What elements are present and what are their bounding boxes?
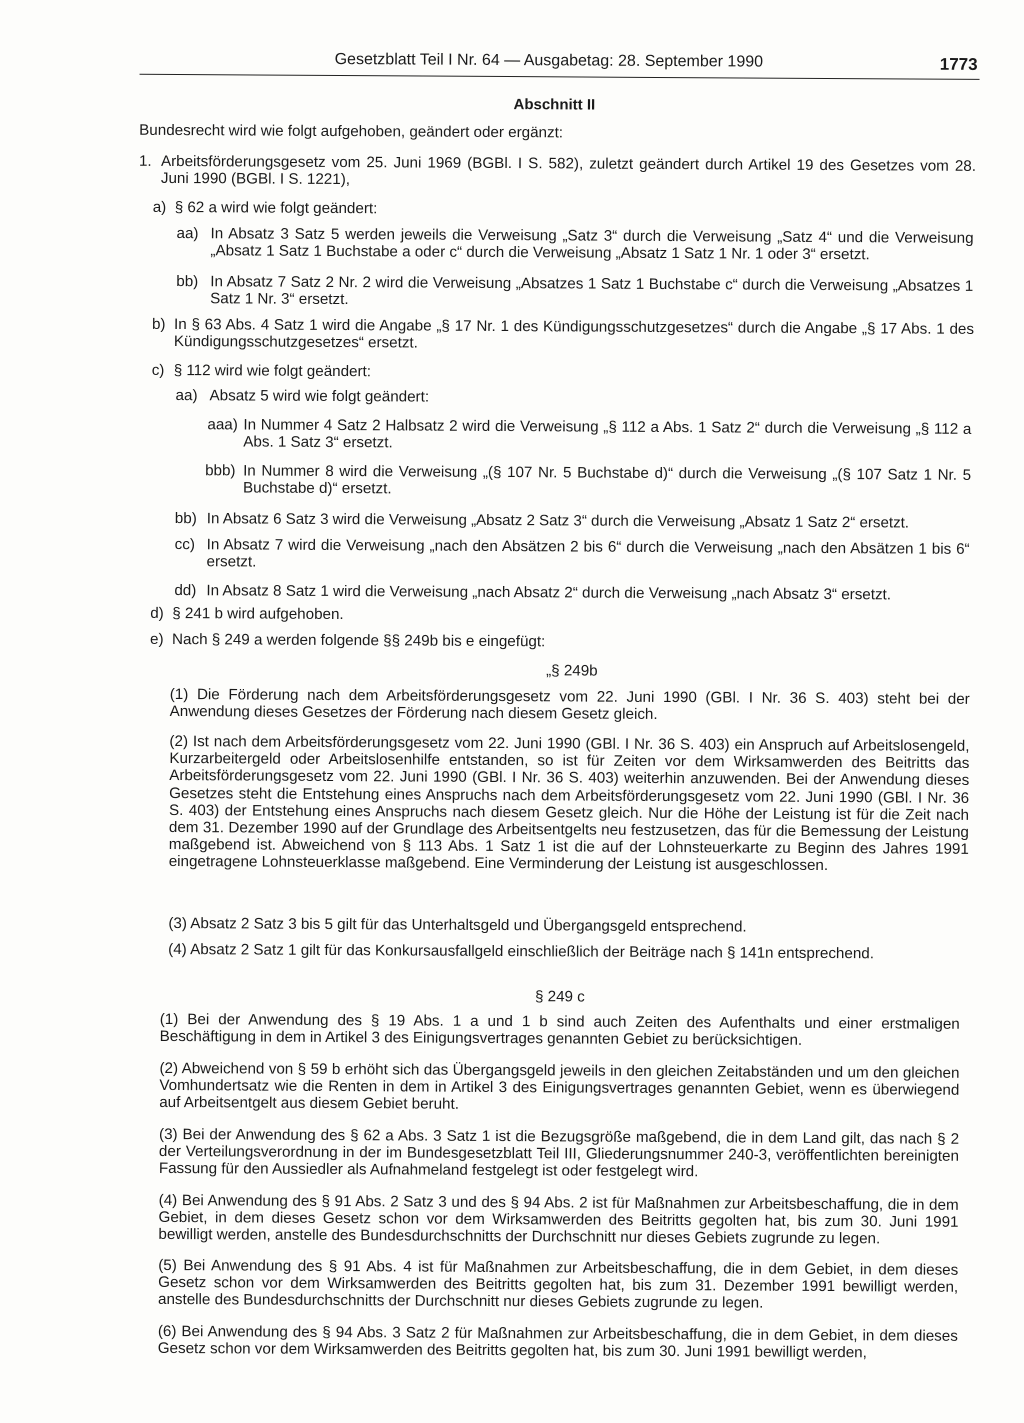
section-249c-paragraph-6: (6) Bei Anwendung des § 94 Abs. 3 Satz 2 für Maßnahmen zur Arbeitsbeschaffung, die in dem Gebiet, in dem dieses Gesetz schon vor dem Wirksamwerden des Beitritts gegolten hat, bis zum 30. Juni 1991 bewilligt werden, xyxy=(157,1322,958,1362)
page-header xyxy=(140,46,980,80)
section-249c-paragraph-1: (1) Bei der Anwendung des § 19 Abs. 1 a und 1 b sind auch Zeiten des Aufenthalts und einer erstmaligen Beschäftigung in dem in Artikel 3 des Einigungsvertrages genannten Gebiet zu berücksichtigen. xyxy=(159,1010,960,1050)
item-c-cc-label: cc) xyxy=(174,536,195,554)
item-d-text: § 241 b wird aufgehoben. xyxy=(172,605,344,624)
item-c-bbb-label: bbb) xyxy=(205,462,236,480)
item-c-aa-label: aa) xyxy=(175,387,198,405)
item-d-label: d) xyxy=(150,604,164,622)
section-249c-paragraph-3: (3) Bei der Anwendung des § 62 a Abs. 3 Satz 1 ist die Bezugsgröße maßgebend, die in dem Land gilt, das nach § 2 der Verteilungsverordnung in der im Bundesgesetzblatt Teil III, Gliederungsnummer 240-3, veröffentlichten bereinigten Fassung für den Aussiedler als Aufnahmeland festgelegt ist oder festgelegt wird. xyxy=(158,1125,960,1181)
item-a-aa-label: aa) xyxy=(176,225,199,243)
item-c-text: § 112 wird wie folgt geändert: xyxy=(173,362,372,381)
section-249b-heading: „§ 249b xyxy=(546,662,598,680)
item-b-text: In § 63 Abs. 4 Satz 1 wird die Angabe „§ 17 Nr. 1 des Kündigungsschutzgesetzes“ durch die Angabe „§ 17 Abs. 1 des Kündigungsschutzgesetzes“ ersetzt. xyxy=(173,316,975,352)
section-heading: Abschnitt II xyxy=(513,96,596,114)
item-a-bb-text: In Absatz 7 Satz 2 Nr. 2 wird die Verweisung „Absatzes 1 Satz 1 Buchstabe c“ durch die Verweisung „Absatzes 1 Satz 1 Nr. 3“ ersetzt. xyxy=(210,273,974,309)
item-c-cc-text: In Absatz 7 wird die Verweisung „nach den Absätzen 2 bis 6“ durch die Verweisung „nach den Absätzen 1 bis 6“ ersetzt. xyxy=(206,536,970,571)
section-249c-paragraph-5: (5) Bei Anwendung des § 91 Abs. 4 ist für Maßnahmen zur Arbeitsbeschaffung, die in dem Gebiet, in dem dieses Gesetz schon vor dem Wirksamwerden des Beitritts gegolten hat, bis zum 31. Dezember 1991 bewilligt werden, anstelle des Bundesdurchschnitts der Durchschnitt nur dieses Gebiets zugrunde zu legen. xyxy=(158,1256,959,1313)
section-249c-heading: § 249 c xyxy=(534,988,585,1006)
item-c-bbb-text: In Nummer 8 wird die Verweisung „(§ 107 Nr. 5 Buchstabe d)“ durch die Verweisung „(§ 107 Satz 1 Nr. 5 Buchstabe d)“ ersetzt. xyxy=(242,462,972,498)
section-249b-paragraph-4: (4) Absatz 2 Satz 1 gilt für das Konkursausfallgeld einschließlich der Beiträge nach § 141n entsprechend. xyxy=(168,940,875,963)
section-249c-paragraph-4: (4) Bei Anwendung des § 91 Abs. 2 Satz 3 und des § 94 Abs. 2 ist für Maßnahmen zur Arbeitsbeschaffung, die in dem Gebiet, in dem dieses Gesetz schon vor dem Wirksamwerden des Beitritts gegolten hat, bis zum 30. Juni 1991 bewilligt werden, anstelle des Bundesdurchschnitts der Durchschnitt nur dieses Gebiets zugrunde zu legen. xyxy=(158,1191,959,1248)
item-a-label: a) xyxy=(152,198,167,216)
item-e-text: Nach § 249 a werden folgende §§ 249b bis e eingefügt: xyxy=(172,631,546,651)
item-c-aa-text: Absatz 5 wird wie folgt geändert: xyxy=(209,387,430,406)
item-e-label: e) xyxy=(150,630,164,648)
section-249b-paragraph-1: (1) Die Förderung nach dem Arbeitsförderungsgesetz vom 22. Juni 1990 (GBl. I Nr. 36 S. 403) steht bei der Anwendung dieses Gesetzes der Förderung nach diesem Gesetz gleich. xyxy=(169,685,970,724)
item-c-aaa-text: In Nummer 4 Satz 2 Halbsatz 2 wird die Verweisung „§ 112 a Abs. 1 Satz 2“ durch die Verweisung „§ 112 a Abs. 1 Satz 3“ ersetzt. xyxy=(243,416,972,452)
item-c-bb-label: bb) xyxy=(174,510,197,528)
item-a-bb-label: bb) xyxy=(176,273,199,291)
item-1-text: Arbeitsförderungsgesetz vom 25. Juni 1969 (BGBl. I S. 582), zuletzt geändert durch Artikel 19 des Gesetzes vom 28. Juni 1990 (BGBl. I S. 1221), xyxy=(160,152,977,189)
page-number: 1773 xyxy=(939,54,978,74)
item-c-bb-text: In Absatz 6 Satz 3 wird die Verweisung „Absatz 2 Satz 3“ durch die Verweisung „Absatz 1 Satz 2“ ersetzt. xyxy=(206,510,910,532)
section-249b-paragraph-2: (2) Ist nach dem Arbeitsförderungsgesetz vom 22. Juni 1990 (GBl. I Nr. 36 S. 403) ein Anspruch auf Arbeitslosengeld, Kurzarbeitergeld oder Arbeitslosenhilfe entstanden, so ist für Zeiten vor dem Wirksamwerden des Beitritts das Arbeitsförderungsgesetz vom 22. Juni 1990 (GBl. I Nr. 36 S. 403) weiterhin anzuwenden. Bei der Anwendung dieses Gesetzes steht die Entstehung eines Anspruchs nach dem Arbeitsförderungsgesetz vom 22. Juni 1990 (GBl. I Nr. 36 S. 403) der Entstehung eines Anspruchs nach diesem Gesetz gleich. Nur die Höhe der Leistung ist für die Zeit nach dem 31. Dezember 1990 auf der Grundlage des Arbeitsentgelts neu festzusetzen, das für die Bemessung der Leistung maßgebend ist. Abweichend von § 113 Abs. 1 Satz 1 ist die auf der Lohnsteuerkarte zu Beginn des Jahres 1991 eingetragene Lohnsteuerklasse maßgebend. Eine Verminderung der Leistung ist ausgeschlossen. xyxy=(168,732,970,875)
item-b-label: b) xyxy=(151,315,166,333)
item-a-aa-text: In Absatz 3 Satz 5 werden jeweils die Verweisung „Satz 3“ durch die Verweisung „Satz 4“ und die Verweisung „Absatz 1 Satz 1 Buchstabe a oder c“ durch die Verweisung „Absatz 1 Satz 1 Nr. 1 oder 3“ ersetzt. xyxy=(210,225,974,264)
item-a-text: § 62 a wird wie folgt geändert: xyxy=(174,199,378,218)
gazette-title: Gesetzblatt Teil I Nr. 64 — Ausgabetag: 28. September 1990 xyxy=(334,50,764,71)
item-c-dd-text: In Absatz 8 Satz 1 wird die Verweisung „nach Absatz 2“ durch die Verweisung „nach Absatz 3“ ersetzt. xyxy=(206,582,892,604)
intro-text: Bundesrecht wird wie folgt aufgehoben, geändert oder ergänzt: xyxy=(139,121,564,142)
item-c-dd-label: dd) xyxy=(174,582,197,600)
section-249b-paragraph-3: (3) Absatz 2 Satz 3 bis 5 gilt für das Unterhaltsgeld und Übergangsgeld entsprechend. xyxy=(168,914,747,936)
item-c-label: c) xyxy=(151,361,165,379)
section-249c-paragraph-2: (2) Abweichend von § 59 b erhöht sich das Übergangsgeld jeweils in den gleichen Zeitabständen und um den gleichen Vomhundertsatz wie die Renten in dem in Artikel 3 des Einigungsvertrages genannten Gebiet, wenn es überwiegend auf Arbeitsentgelt aus diesem Gebiet beruht. xyxy=(159,1059,960,1114)
item-1-label: 1. xyxy=(138,152,152,170)
item-c-aaa-label: aaa) xyxy=(207,416,238,434)
